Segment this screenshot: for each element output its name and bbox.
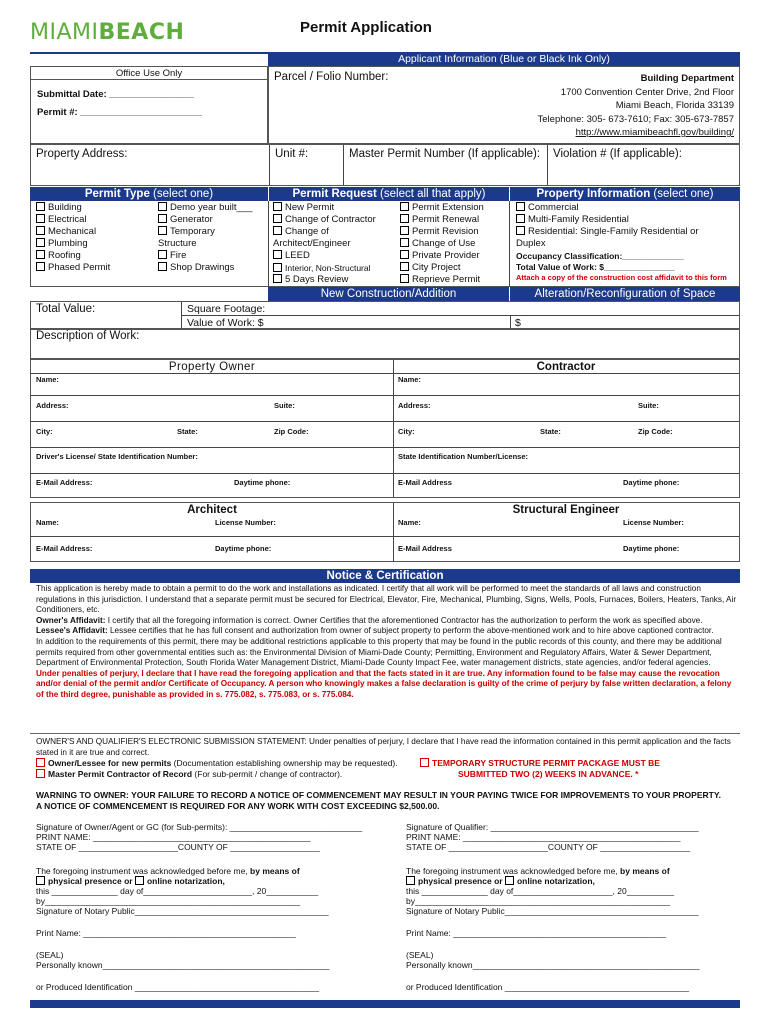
personally-known-line[interactable]: Personally known________________________________________________ (36, 960, 330, 970)
owner-phone-field[interactable]: Daytime phone: (234, 478, 291, 487)
by-line[interactable]: by______________________________________________________ (36, 896, 301, 906)
master-permit-field[interactable]: Master Permit Number (If applicable): (349, 148, 541, 160)
qualifier-print-name[interactable]: PRINT NAME: ______________________________________________ (406, 832, 681, 842)
checkbox-building[interactable]: Building (36, 202, 110, 214)
checkbox-temporary-structure[interactable]: TEMPORARY STRUCTURE PERMIT PACKAGE MUST BE (420, 758, 660, 769)
description-field[interactable]: Description of Work: (36, 330, 140, 342)
structural-engineer-header: Structural Engineer (512, 504, 620, 516)
owner-drivers-license-field[interactable]: Driver's License/ State Identification Number: (36, 452, 198, 461)
engineer-email-field[interactable]: E-Mail Address (398, 544, 452, 553)
contractor-zip-field[interactable]: Zip Code: (638, 427, 673, 436)
architect-email-field[interactable]: E-Mail Address: (36, 544, 93, 553)
checkbox-change-contractor[interactable]: Change of Contractor (273, 214, 376, 226)
engineer-phone-field[interactable]: Daytime phone: (623, 544, 680, 553)
checkbox-commercial[interactable]: Commercial (516, 202, 727, 214)
produced-identification-line[interactable]: or Produced Identification _______________________________________ (406, 982, 690, 992)
owner-name-field[interactable]: Name: (36, 375, 59, 384)
contractor-suite-field[interactable]: Suite: (638, 401, 659, 410)
checkbox-master-contractor[interactable]: Master Permit Contractor of Record (For sub-permit / change of contractor). (36, 769, 398, 780)
owner-zip-field[interactable]: Zip Code: (274, 427, 309, 436)
contractor-state-id-field[interactable]: State Identification Number/License: (398, 452, 529, 461)
notarization-options (406, 876, 700, 886)
checkbox-permit-renewal[interactable]: Permit Renewal (400, 214, 484, 226)
notice-paragraph-4: In addition to the requirements of this permit, there may be additional restrictions applicable to this property that may be found in the public records of this county, and there may be additional permits required from other governmental entities such as: the Environmental Division of Miami-Dade County; Permitting, Environment and Regulatory Affairs, Water & Sewer Department, Department of Environmental Protection, South Florida Water Management District, Miami-Dade County Impact Fee, water management districts, state agencies, and/or federal agencies. (36, 636, 722, 668)
parcel-box (268, 66, 740, 144)
owner-state-county[interactable]: STATE OF _____________________COUNTY OF ___________________ (36, 842, 321, 852)
building-dept-address: Building Department 1700 Convention Center Drive, 2nd Floor Miami Beach, Florida 33139 Telephone: 305- 673-7610; Fax: 305-673-7857 http://www.miamibeachfl.gov/building/ (537, 73, 734, 138)
qualifier-state-county[interactable]: STATE OF _____________________COUNTY OF ___________________ (406, 842, 691, 852)
contractor-header: Contractor (536, 361, 596, 373)
checkbox-private-provider[interactable]: Private Provider (400, 250, 484, 262)
notary-signature-line[interactable]: Signature of Notary Public_________________________________________ (36, 906, 329, 916)
owner-address-field[interactable]: Address: (36, 401, 69, 410)
checkbox-new-permit[interactable]: New Permit (273, 202, 376, 214)
value-box (30, 301, 740, 329)
checkbox-shop-drawings[interactable]: Shop Drawings (158, 262, 252, 274)
temporary-structure-note: TEMPORARY STRUCTURE PERMIT PACKAGE MUST BE SUBMITTED TWO (2) WEEKS IN ADVANCE. * (420, 758, 660, 780)
applicant-info-bar: Applicant Information (Blue or Black Ink Only) (268, 52, 740, 66)
top-rule (30, 52, 268, 54)
personally-known-line[interactable]: Personally known________________________________________________ (406, 960, 700, 970)
notary-print-name[interactable]: Print Name: _____________________________________________ (36, 928, 296, 938)
checkbox-generator[interactable]: Generator (158, 214, 252, 226)
property-address-field[interactable]: Property Address: (36, 148, 128, 160)
right-signature-block (406, 822, 700, 992)
owner-email-field[interactable]: E-Mail Address: (36, 478, 93, 487)
architect-engineer-box (30, 502, 740, 562)
value-of-work-field[interactable]: Value of Work: $ (187, 317, 264, 329)
office-use-label: Office Use Only (31, 67, 267, 80)
day-of-line[interactable]: this ______________ day of_______________________, 20___________ (36, 886, 319, 896)
checkbox-phased-permit[interactable]: Phased Permit (36, 262, 110, 274)
owner-signature-line[interactable]: Signature of Owner/Agent or GC (for Sub-permits): ____________________________ (36, 822, 363, 832)
checkbox-mechanical[interactable]: Mechanical (36, 226, 110, 238)
notice-bar: Notice & Certification (30, 569, 740, 583)
submittal-date[interactable]: Submittal Date: ________________ (37, 89, 194, 100)
owner-city-field[interactable]: City: (36, 427, 53, 436)
description-box (30, 329, 740, 359)
new-construction-bar: New Construction/Addition (268, 287, 509, 301)
checkbox-roofing[interactable]: Roofing (36, 250, 110, 262)
architect-license-field[interactable]: License Number: (215, 518, 276, 527)
checkbox-residential[interactable]: Residential: Single-Family Residential or (516, 226, 727, 238)
owner-suite-field[interactable]: Suite: (274, 401, 295, 410)
engineer-license-field[interactable]: License Number: (623, 518, 684, 527)
checkbox-change-of-use[interactable]: Change of Use (400, 238, 484, 250)
checkbox-city-project[interactable]: City Project (400, 262, 484, 274)
checkbox-plumbing[interactable]: Plumbing (36, 238, 110, 250)
temporary-structure-label: Structure (158, 238, 197, 249)
property-owner-header: Property Owner (168, 361, 256, 373)
contractor-city-field[interactable]: City: (398, 427, 415, 436)
owner-contractor-box (30, 359, 740, 498)
contractor-address-field[interactable]: Address: (398, 401, 431, 410)
property-row (30, 144, 740, 186)
checkbox-fire[interactable]: Fire (158, 250, 252, 262)
alteration-value-field[interactable]: $ (515, 317, 521, 329)
electronic-statement: OWNER'S AND QUALIFIER'S ELECTRONIC SUBMISSION STATEMENT: Under penalties of perjury, I declare that I have read the information contained in this permit application and the facts stated in it are true and correct. (36, 737, 731, 757)
checkbox-change-architect[interactable]: Change of (273, 226, 376, 238)
violation-field[interactable]: Violation # (If applicable): (553, 148, 682, 160)
engineer-name-field[interactable]: Name: (398, 518, 421, 527)
architect-engineer-label: Architect/Engineer (273, 238, 351, 249)
contractor-email-field[interactable]: E-Mail Address (398, 478, 452, 487)
duplex-label: Duplex (516, 238, 546, 249)
alteration-bar: Alteration/Reconfiguration of Space (510, 287, 740, 301)
owner-state-field[interactable]: State: (177, 427, 198, 436)
checkbox-physical-presence[interactable]: physical presence or (36, 876, 133, 886)
produced-identification-line[interactable]: or Produced Identification _______________________________________ (36, 982, 320, 992)
checkbox-physical-presence[interactable]: physical presence or (406, 876, 503, 886)
seal-label: (SEAL) (406, 950, 434, 960)
checkbox-electrical[interactable]: Electrical (36, 214, 110, 226)
checkbox-permit-revision[interactable]: Permit Revision (400, 226, 484, 238)
office-use-box (30, 66, 268, 144)
checkbox-multi-family[interactable]: Multi-Family Residential (516, 214, 727, 226)
seal-label: (SEAL) (36, 950, 64, 960)
checkbox-leed[interactable]: LEED (273, 250, 376, 262)
checkbox-online-notarization[interactable]: online notarization, (135, 876, 225, 886)
attach-note: Attach a copy of the construction cost affidavit to this form (516, 273, 727, 282)
notice-text (36, 584, 738, 701)
building-dept-link[interactable]: http://www.miamibeachfl.gov/building/ (575, 127, 734, 138)
acknowledgment-text: The foregoing instrument was acknowledged before me, by means of (406, 866, 670, 876)
divider (30, 733, 740, 734)
owner-print-name[interactable]: PRINT NAME: ______________________________________________ (36, 832, 311, 842)
left-signature-block (36, 822, 362, 992)
permit-type-bar: Permit Type (select one) (30, 187, 268, 201)
checkbox-owner-lessee[interactable]: Owner/Lessee for new permits (Documentation establishing ownership may be requested). (36, 758, 398, 769)
miami-beach-logo: MIAMIBEACH (30, 20, 185, 45)
notice-paragraph-1: This application is hereby made to obtain a permit to do the work and installations as indicated. I certify that all work will be performed to meet the standards of all laws and construction regulations in this jurisdiction. I understand that a separate permit must be secured for Electrical, Elevator, Fire, Mechanical, Plumbing, Signs, Wells, Pools, Furnaces, Boilers, Heaters, Tanks, Air Conditioners, etc. (36, 584, 737, 615)
notary-print-name[interactable]: Print Name: _____________________________________________ (406, 928, 666, 938)
unit-field[interactable]: Unit #: (275, 148, 309, 160)
occupancy-field[interactable]: Occupancy Classification:_____________ (516, 251, 684, 261)
contractor-name-field[interactable]: Name: (398, 375, 421, 384)
contractor-phone-field[interactable]: Daytime phone: (623, 478, 680, 487)
owner-lessee-row (36, 758, 398, 780)
checkbox-permit-extension[interactable]: Permit Extension (400, 202, 484, 214)
permit-number[interactable]: Permit #: _______________________ (37, 107, 202, 118)
checkbox-interior[interactable]: Interior, Non-Structural (273, 262, 376, 274)
permit-request-bar: Permit Request (select all that apply) (269, 187, 509, 201)
parcel-folio-label[interactable]: Parcel / Folio Number: (274, 71, 389, 83)
notarization-options (36, 876, 362, 886)
page-title: Permit Application (300, 19, 432, 36)
architect-phone-field[interactable]: Daytime phone: (215, 544, 272, 553)
checkbox-online-notarization[interactable]: online notarization, (505, 876, 595, 886)
checkbox-demo[interactable]: Demo year built___ (158, 202, 252, 214)
checkbox-temporary[interactable]: Temporary (158, 226, 252, 238)
square-footage-field[interactable]: Square Footage: (187, 303, 266, 315)
owner-affidavit: Owner's Affidavit: I certify that all the foregoing information is correct. Owner Certifies that the aforementioned Contractor has the authorization to perform the work as specified above. (36, 615, 703, 625)
total-work-field[interactable]: Total Value of Work: $_______________ (516, 262, 675, 272)
checkbox-5-days[interactable]: 5 Days Review (273, 274, 376, 286)
acknowledgment-text: The foregoing instrument was acknowledged before me, by means of (36, 866, 300, 876)
architect-name-field[interactable]: Name: (36, 518, 59, 527)
architect-header: Architect (187, 504, 237, 516)
day-of-line[interactable]: this ______________ day of_____________________, 20__________ (406, 886, 675, 896)
type-grid-border (30, 201, 740, 287)
lessee-affidavit: Lessee's Affidavit: Lessee certifies that he has full consent and authorization from owner of subject property to perform the above-mentioned work and to hire above captioned contractor. (36, 626, 714, 636)
property-info-bar: Property Information (select one) (510, 187, 740, 201)
perjury-statement: Under penalties of perjury, I declare that I have read the foregoing application and that the facts stated in it are true. Any information found to be false may cause the revocation and/or denial of the permit and/or Certificate of Occupancy. A person who knowingly makes a false declaration is guilty of the crime of perjury by false written declaration, a felony of the third degree, punishable as provided in s. 775.082, s. 775.083, or s. 775.084. (36, 668, 732, 699)
footer-bar (30, 1000, 740, 1008)
total-value-field[interactable]: Total Value: (36, 303, 96, 315)
by-line[interactable]: by______________________________________________________ (406, 896, 671, 906)
warning-text: WARNING TO OWNER: YOUR FAILURE TO RECORD A NOTICE OF COMMENCEMENT MAY RESULT IN YOUR PAYING TWICE FOR IMPROVEMENTS TO YOUR PROPERTY. A NOTICE OF COMMENCEMENT IS REQUIRED FOR ANY WORK WITH COST EXCEEDING $2,500.00. (36, 790, 721, 811)
qualifier-signature-line[interactable]: Signature of Qualifier: ____________________________________________ (406, 822, 699, 832)
contractor-state-field[interactable]: State: (540, 427, 561, 436)
notary-signature-line[interactable]: Signature of Notary Public_________________________________________ (406, 906, 699, 916)
checkbox-reprieve-permit[interactable]: Reprieve Permit (400, 274, 484, 286)
